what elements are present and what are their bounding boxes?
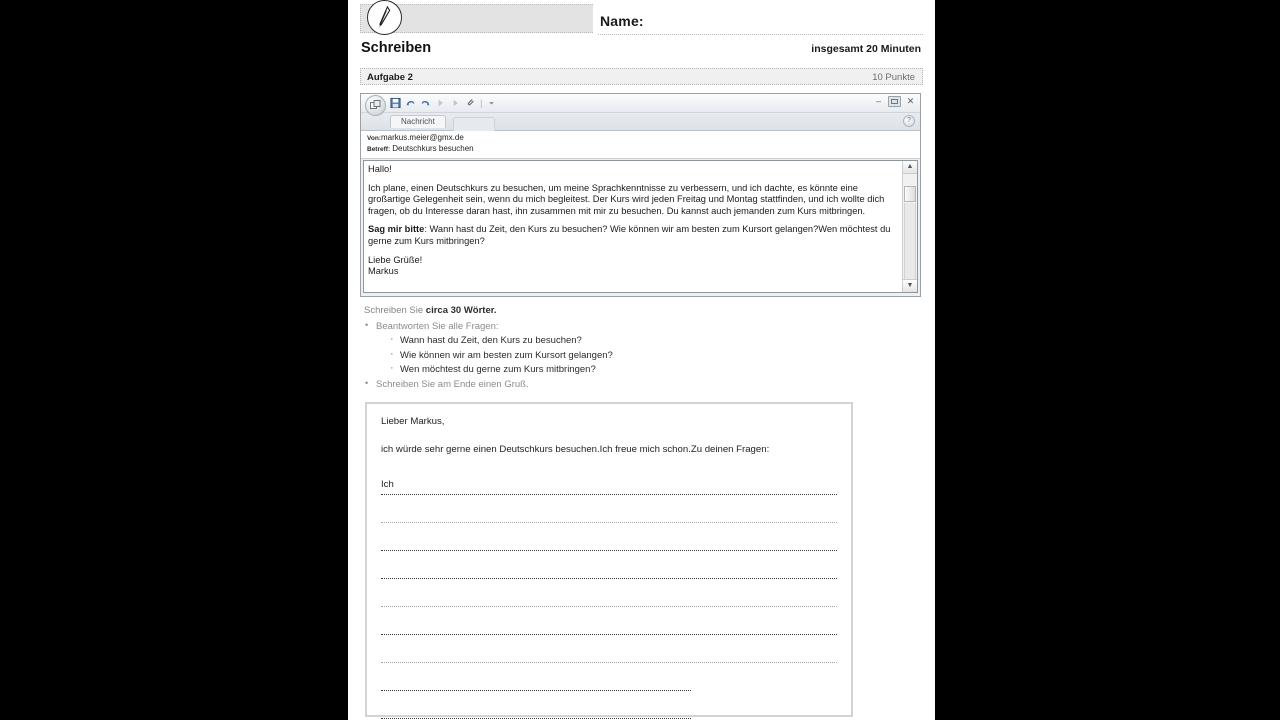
email-scrollbar[interactable] bbox=[902, 161, 917, 292]
instruction-bullet-1: • Beantworten Sie alle Fragen: bbox=[364, 321, 923, 332]
email-headers bbox=[361, 131, 920, 159]
word-count-prefix: Schreiben Sie bbox=[364, 305, 426, 316]
instruction-question-1: · Wann hast du Zeit, den Kurs zu besuchen? bbox=[364, 335, 923, 346]
answer-line-pretext: Ich bbox=[381, 478, 394, 490]
undo-icon[interactable] bbox=[405, 97, 416, 109]
subject-label: Betreff: bbox=[367, 146, 391, 153]
answer-writing-line[interactable] bbox=[381, 607, 837, 635]
name-label: Name: bbox=[600, 13, 644, 29]
from-row bbox=[367, 133, 920, 144]
answer-writing-line[interactable] bbox=[381, 635, 837, 663]
save-icon[interactable] bbox=[390, 97, 401, 109]
word-count-bold: circa 30 Wörter. bbox=[425, 305, 497, 316]
email-signature: Markus bbox=[368, 266, 399, 277]
email-ask-bold: Sag mir bitte bbox=[368, 224, 425, 235]
task-band bbox=[360, 68, 923, 85]
writing-rule bbox=[381, 718, 691, 719]
chevron-down-icon[interactable] bbox=[486, 97, 497, 109]
office-orb-icon[interactable] bbox=[365, 95, 386, 116]
attachment-icon[interactable] bbox=[465, 97, 476, 109]
previous-arrow-icon bbox=[435, 97, 446, 109]
scrollbar-track[interactable] bbox=[904, 203, 916, 279]
answer-writing-line[interactable] bbox=[381, 551, 837, 579]
answer-salutation: Lieber Markus, bbox=[381, 415, 445, 427]
email-body-text bbox=[364, 161, 902, 292]
answer-writing-line[interactable] bbox=[381, 495, 837, 523]
instructions-block bbox=[360, 305, 923, 390]
subject-row bbox=[367, 144, 920, 155]
scrollbar-thumb[interactable] bbox=[904, 186, 916, 202]
subject-value: Deutschkurs besuchen bbox=[392, 144, 474, 153]
ribbon-tab-strip bbox=[361, 113, 920, 131]
help-icon[interactable]: ? bbox=[903, 115, 915, 127]
name-underline bbox=[598, 34, 923, 35]
close-button[interactable]: ✕ bbox=[906, 96, 915, 106]
time-allowance: insgesamt 20 Minuten bbox=[811, 43, 921, 55]
email-greeting: Hallo! bbox=[368, 164, 392, 174]
instruction-question-2: · Wie können wir am besten zum Kursort gelangen? bbox=[364, 350, 923, 361]
instruction-bullet-2: • Schreiben Sie am Ende einen Gruß. bbox=[364, 379, 923, 390]
email-questions-paragraph bbox=[368, 224, 897, 247]
scroll-up-arrow[interactable]: ▲ bbox=[903, 161, 917, 174]
task-number: Aufgabe 2 bbox=[367, 72, 413, 83]
email-client-window bbox=[360, 93, 921, 297]
task-points: 10 Punkte bbox=[872, 72, 915, 83]
window-controls bbox=[872, 96, 917, 107]
qat-separator: | bbox=[480, 98, 483, 108]
from-value: markus.meier@gmx.de bbox=[380, 133, 464, 142]
ribbon-tab-ghost bbox=[453, 117, 495, 131]
email-body-container bbox=[363, 160, 918, 293]
email-ask-rest: : Wann hast du Zeit, den Kurs zu besuchen? Wie können wir am besten zum Kursort gelangen?Wen möchtest du gerne zum Kurs mitbringen? bbox=[368, 224, 891, 246]
email-closing: Liebe Grüße! bbox=[368, 254, 423, 265]
answer-writing-line[interactable] bbox=[381, 579, 837, 607]
minimize-button[interactable]: – bbox=[875, 96, 881, 106]
answer-writing-line[interactable] bbox=[381, 467, 837, 495]
sheet-header bbox=[360, 0, 923, 38]
answer-box[interactable] bbox=[365, 402, 853, 717]
skill-row bbox=[360, 40, 923, 63]
redo-icon[interactable] bbox=[420, 97, 431, 109]
instruction-question-3: · Wen möchtest du gerne zum Kurs mitbringen? bbox=[364, 364, 923, 375]
answer-writing-line[interactable] bbox=[381, 663, 837, 691]
email-paragraph-1: Ich plane, einen Deutschkurs zu besuchen, um meine Sprachkenntnisse zu verbessern, und ich dachte, es könnte eine großartige Gelegenheit sein, wenn du mich begleitest. Der Kurs wird jeden Freitag und Montag stattfinden, und ich wollte dich fragen, ob du Interesse daran hast, ihn zusammen mit mir zu besuchen. Du kannst auch jemanden zum Kurs mitbringen. bbox=[368, 182, 885, 216]
word-count-instruction bbox=[364, 305, 923, 316]
answer-intro: ich würde sehr gerne einen Deutschkurs besuchen.Ich freue mich schon.Zu deinen Fragen: bbox=[381, 443, 770, 455]
answer-writing-line[interactable] bbox=[381, 691, 837, 719]
email-titlebar bbox=[361, 94, 920, 113]
restore-button[interactable] bbox=[888, 96, 901, 107]
next-arrow-icon bbox=[450, 97, 461, 109]
scroll-down-arrow[interactable]: ▼ bbox=[903, 279, 917, 292]
page-title: Schreiben bbox=[361, 40, 432, 56]
pen-icon bbox=[367, 0, 402, 35]
answer-writing-line[interactable] bbox=[381, 523, 837, 551]
tab-nachricht[interactable]: Nachricht bbox=[390, 115, 446, 128]
quick-access-toolbar bbox=[390, 96, 497, 110]
from-label: Von: bbox=[367, 135, 381, 142]
exam-sheet bbox=[348, 0, 935, 720]
